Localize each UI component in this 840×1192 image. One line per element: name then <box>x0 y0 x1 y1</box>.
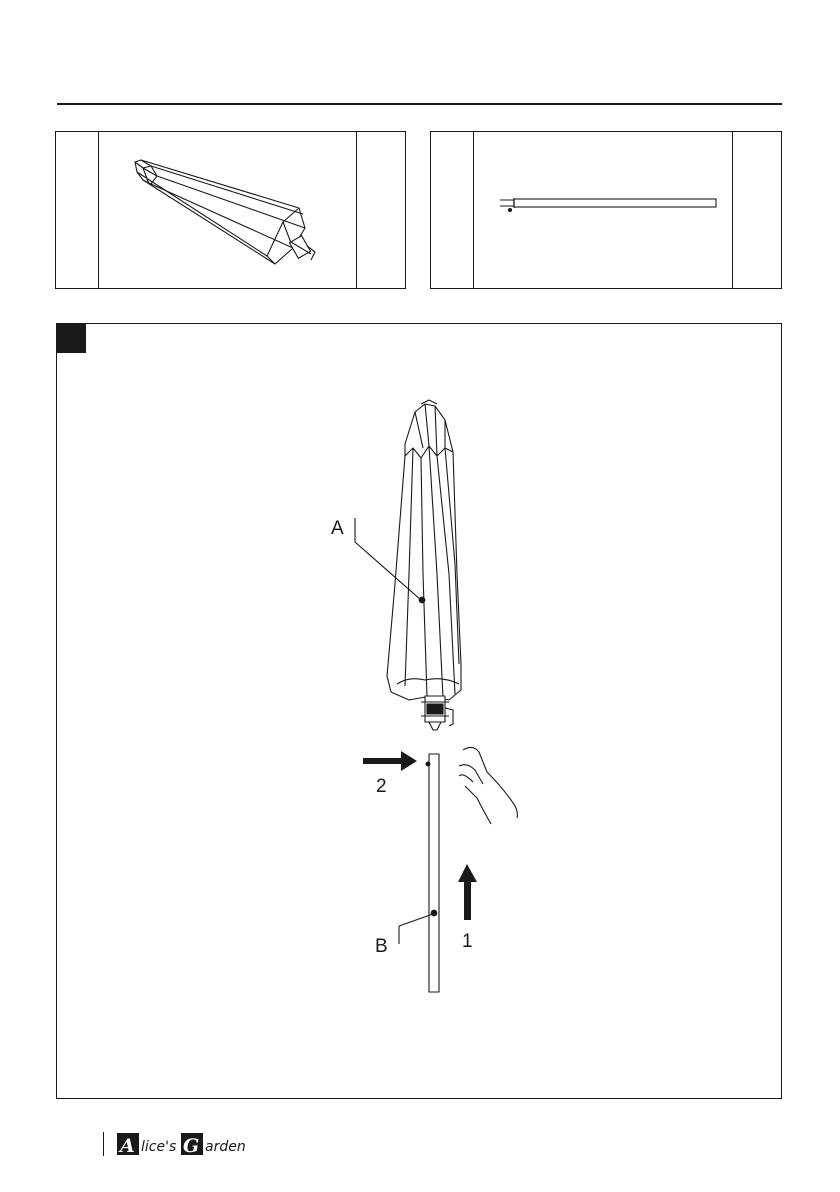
footer-rule <box>103 1132 104 1156</box>
callout-a-label: A <box>331 518 344 539</box>
part-panel-canopy <box>55 131 406 289</box>
arrow-2 <box>363 751 417 771</box>
callout-2-label: 2 <box>376 776 387 797</box>
assembly-illustration <box>57 324 783 1100</box>
folded-umbrella-canopy-icon <box>98 132 356 288</box>
svg-text:A: A <box>120 1135 135 1157</box>
assembly-step-frame <box>56 323 782 1099</box>
part-quantity <box>732 132 781 288</box>
part-letter <box>431 132 473 288</box>
callout-a-leader <box>355 518 421 600</box>
header-rule <box>57 103 782 105</box>
part-panel-pole <box>430 131 782 289</box>
callout-a-dot <box>419 597 425 603</box>
svg-text:lice's: lice's <box>141 1139 177 1155</box>
canopy-finial <box>421 400 437 404</box>
arrow-1 <box>458 864 477 920</box>
callout-b-dot <box>431 910 437 916</box>
callout-b-leader <box>399 914 433 944</box>
part-letter <box>56 132 98 288</box>
svg-text:G: G <box>183 1135 200 1157</box>
canopy-body <box>387 452 461 700</box>
part-quantity <box>356 132 405 288</box>
hand-illustration <box>459 747 517 824</box>
callout-1-label: 1 <box>462 931 473 952</box>
pole-b <box>429 754 439 992</box>
callout-b-label: B <box>375 936 388 957</box>
brand-logo <box>117 1130 246 1158</box>
umbrella-pole-icon <box>473 132 732 288</box>
svg-text:arden: arden <box>205 1139 246 1155</box>
